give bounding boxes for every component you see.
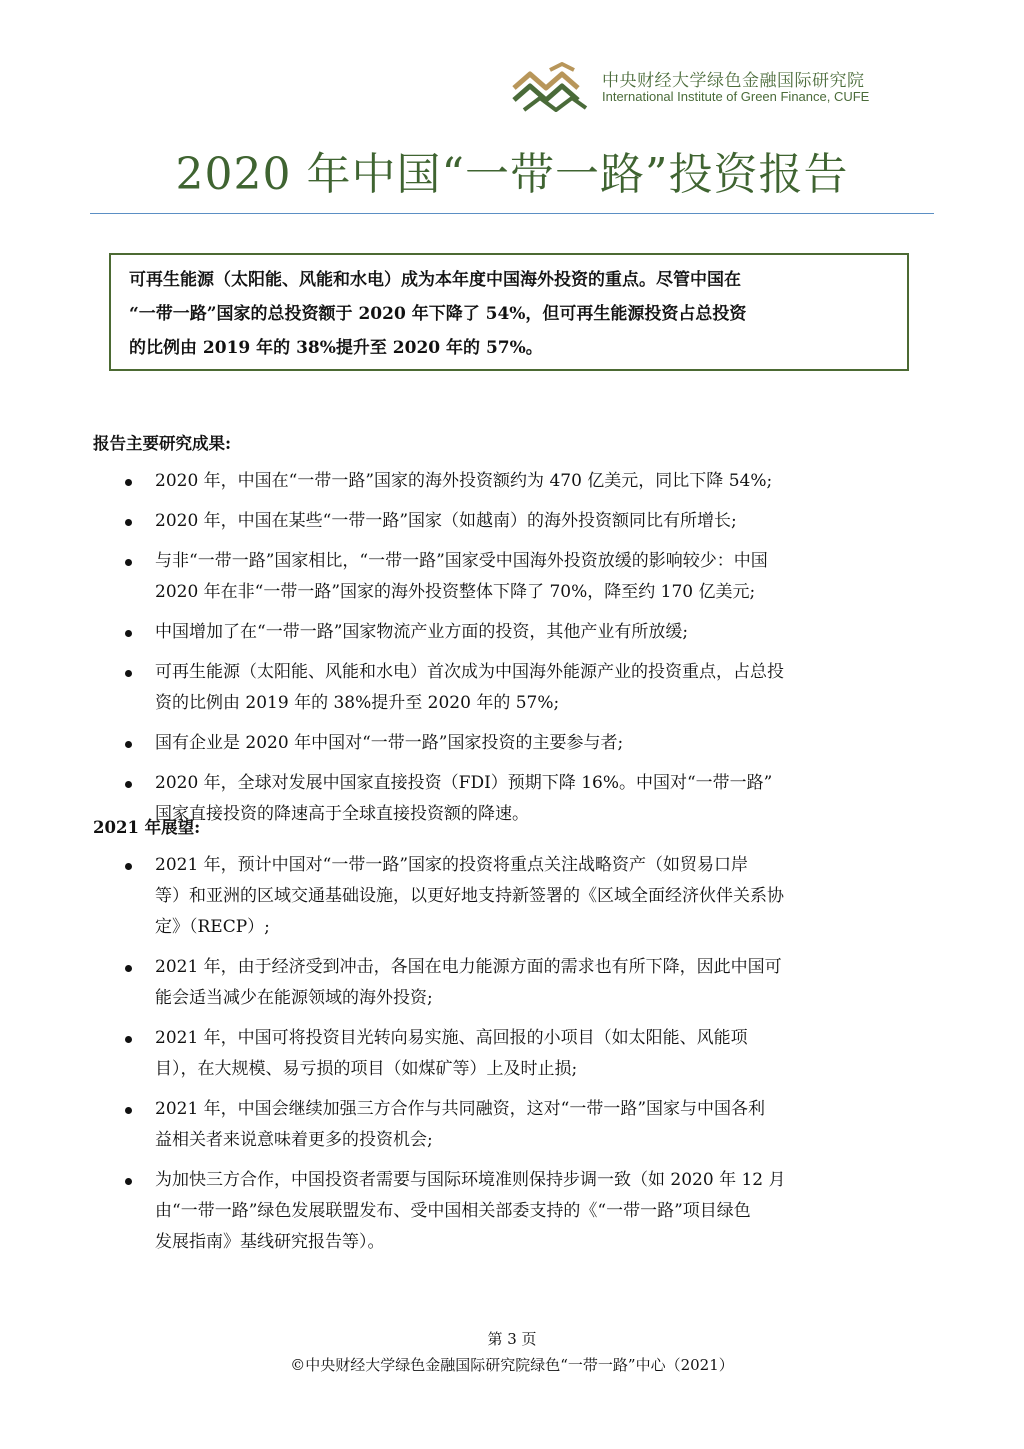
outlook-list — [0, 850, 1024, 1267]
list-item — [0, 728, 1024, 759]
bullet-icon — [125, 1107, 132, 1114]
list-item-text: 为加快三方合作，中国投资者需要与国际环境准则保持步调一致（如 2020 年 12 月 — [155, 1170, 786, 1190]
bullet-icon — [125, 630, 132, 637]
list-item-text: 定》（RECP）; — [155, 917, 270, 937]
list-item-text: 中国增加了在“一带一路”国家物流产业方面的投资，其他产业有所放缓; — [155, 622, 689, 642]
list-item-text: 2020 年，全球对发展中国家直接投资（FDI）预期下降 16%。中国对“一带一路” — [155, 773, 773, 793]
list-item — [0, 617, 1024, 648]
page-number: 第 3 页 — [487, 1330, 537, 1348]
list-item-text: 发展指南》基线研究报告等）。 — [155, 1232, 385, 1252]
outlook-heading: 2021 年展望: — [93, 818, 201, 837]
bullet-icon — [125, 781, 132, 788]
page-title: 2020 年中国“一带一路”投资报告 — [175, 149, 849, 200]
bullet-icon — [125, 559, 132, 566]
list-item-text: 等）和亚洲的区域交通基础设施，以更好地支持新签署的《区域全面经济伙伴关系协 — [155, 886, 784, 906]
summary-line: “一带一路”国家的总投资额于 2020 年下降了 54%，但可再生能源投资占总投资 — [129, 304, 747, 324]
bullet-icon — [125, 863, 132, 870]
findings-heading: 报告主要研究成果: — [93, 434, 232, 453]
list-item-text: 2021 年，中国可将投资目光转向易实施、高回报的小项目（如太阳能、风能项 — [155, 1028, 748, 1048]
list-item — [0, 1165, 1024, 1258]
list-item-text: 目），在大规模、易亏损的项目（如煤矿等）上及时止损; — [155, 1059, 578, 1079]
list-item-text: 国家直接投资的降速高于全球直接投资额的降速。 — [155, 804, 529, 824]
findings-list — [0, 466, 1024, 839]
list-item — [0, 466, 1024, 497]
institute-name-cn: 中央财经大学绿色金融国际研究院 — [602, 71, 865, 91]
summary-box — [109, 253, 909, 371]
list-item-text: 益相关者来说意味着更多的投资机会; — [155, 1130, 433, 1150]
list-item-text: 由“一带一路”绿色发展联盟发布、受中国相关部委支持的《“一带一路”项目绿色 — [155, 1201, 751, 1221]
list-item-text: 可再生能源（太阳能、风能和水电）首次成为中国海外能源产业的投资重点，占总投 — [155, 662, 784, 682]
list-item — [0, 546, 1024, 608]
bullet-icon — [125, 479, 132, 486]
list-item-text: 2020 年，中国在某些“一带一路”国家（如越南）的海外投资额同比有所增长; — [155, 511, 737, 531]
bullet-icon — [125, 741, 132, 748]
list-item-text: 2021 年，由于经济受到冲击，各国在电力能源方面的需求也有所下降，因此中国可 — [155, 957, 782, 977]
list-item-text: 国有企业是 2020 年中国对“一带一路”国家投资的主要参与者; — [155, 733, 624, 753]
summary-line: 可再生能源（太阳能、风能和水电）成为本年度中国海外投资的重点。尽管中国在 — [129, 270, 741, 290]
list-item-text: 2020 年在非“一带一路”国家的海外投资整体下降了 70%，降至约 170 亿美元; — [155, 582, 756, 602]
institute-name-en: International Institute of Green Finance, CUFE — [602, 89, 870, 104]
title-divider — [90, 213, 934, 214]
list-item — [0, 1023, 1024, 1085]
list-item-text: 能会适当减少在能源领域的海外投资; — [155, 988, 433, 1008]
list-item-text: 2021 年，预计中国对“一带一路”国家的投资将重点关注战略资产（如贸易口岸 — [155, 855, 749, 875]
list-item-text: 与非“一带一路”国家相比，“一带一路”国家受中国海外投资放缓的影响较少：中国 — [155, 551, 768, 571]
institute-logo — [510, 62, 870, 114]
bullet-icon — [125, 670, 132, 677]
list-item-text: 资的比例由 2019 年的 38%提升至 2020 年的 57%; — [155, 693, 560, 713]
bullet-icon — [125, 1036, 132, 1043]
list-item — [0, 952, 1024, 1014]
bullet-icon — [125, 1178, 132, 1185]
bullet-icon — [125, 965, 132, 972]
list-item-text: 2020 年，中国在“一带一路”国家的海外投资额约为 470 亿美元，同比下降 54%; — [155, 471, 773, 491]
list-item — [0, 850, 1024, 943]
copyright-notice: ©中央财经大学绿色金融国际研究院绿色“一带一路”中心（2021） — [290, 1356, 734, 1374]
institute-logo-mark-icon — [510, 62, 590, 114]
list-item — [0, 657, 1024, 719]
summary-line: 的比例由 2019 年的 38%提升至 2020 年的 57%。 — [129, 338, 543, 358]
list-item-text: 2021 年，中国会继续加强三方合作与共同融资，这对“一带一路”国家与中国各利 — [155, 1099, 766, 1119]
bullet-icon — [125, 519, 132, 526]
list-item — [0, 1094, 1024, 1156]
list-item — [0, 506, 1024, 537]
